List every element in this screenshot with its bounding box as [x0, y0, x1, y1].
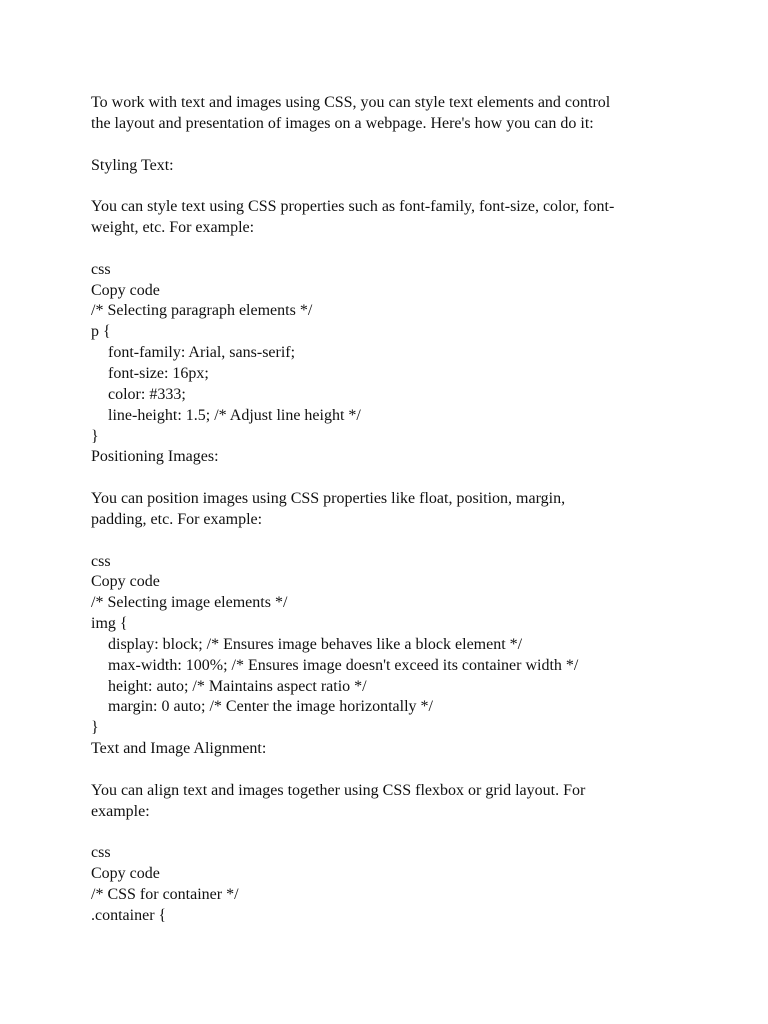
copy-code-button[interactable]: Copy code — [91, 865, 160, 883]
code-block — [91, 885, 691, 927]
text-line: the layout and presentation of images on a webpage. Here's how you can do it: — [91, 114, 594, 132]
blank-line — [91, 760, 691, 781]
text-line: weight, etc. For example: — [91, 219, 255, 237]
code-line: .container { — [91, 906, 167, 924]
copy-code-button[interactable]: Copy code — [91, 281, 160, 299]
text-line: You can style text using CSS properties such as font-family, font-size, color, font- — [91, 198, 615, 216]
blank-line — [91, 176, 691, 197]
code-line: p { — [91, 323, 111, 341]
code-line: height: auto; /* Maintains aspect ratio */ — [108, 677, 367, 695]
code-line: color: #333; — [108, 385, 186, 403]
code-language-label: css — [91, 552, 111, 570]
code-line: /* Selecting image elements */ — [91, 594, 288, 612]
code-line: /* CSS for container */ — [91, 886, 239, 904]
code-line: line-height: 1.5; /* Adjust line height */ — [108, 406, 361, 424]
code-line: } — [91, 719, 99, 737]
code-line: font-family: Arial, sans-serif; — [108, 344, 296, 362]
blank-line — [91, 823, 691, 844]
blank-line — [91, 239, 691, 260]
code-line: } — [91, 427, 99, 445]
document-page — [91, 93, 691, 927]
blank-line — [91, 468, 691, 489]
text-line: example: — [91, 802, 150, 820]
code-block — [91, 593, 691, 739]
section-description — [91, 489, 691, 531]
code-line: display: block; /* Ensures image behaves like a block element */ — [108, 635, 523, 653]
section-description — [91, 197, 691, 239]
code-language-label: css — [91, 260, 111, 278]
text-line: padding, etc. For example: — [91, 510, 263, 528]
text-line: You can align text and images together using CSS flexbox or grid layout. For — [91, 781, 586, 799]
code-language-label: css — [91, 844, 111, 862]
code-line: max-width: 100%; /* Ensures image doesn't exceed its container width */ — [108, 656, 579, 674]
text-line: You can position images using CSS properties like float, position, margin, — [91, 490, 566, 508]
blank-line — [91, 531, 691, 552]
section-description — [91, 781, 691, 823]
code-line: img { — [91, 615, 128, 633]
section-heading-text-image-alignment: Text and Image Alignment: — [91, 740, 267, 758]
text-line: To work with text and images using CSS, you can style text elements and control — [91, 94, 611, 111]
copy-code-button[interactable]: Copy code — [91, 573, 160, 591]
code-line: /* Selecting paragraph elements */ — [91, 302, 313, 320]
blank-line — [91, 135, 691, 156]
section-heading-styling-text: Styling Text: — [91, 156, 174, 174]
code-block — [91, 301, 691, 447]
code-line: margin: 0 auto; /* Center the image horizontally */ — [108, 698, 433, 716]
intro-paragraph — [91, 93, 691, 135]
code-line: font-size: 16px; — [108, 364, 209, 382]
section-heading-positioning-images: Positioning Images: — [91, 448, 219, 466]
